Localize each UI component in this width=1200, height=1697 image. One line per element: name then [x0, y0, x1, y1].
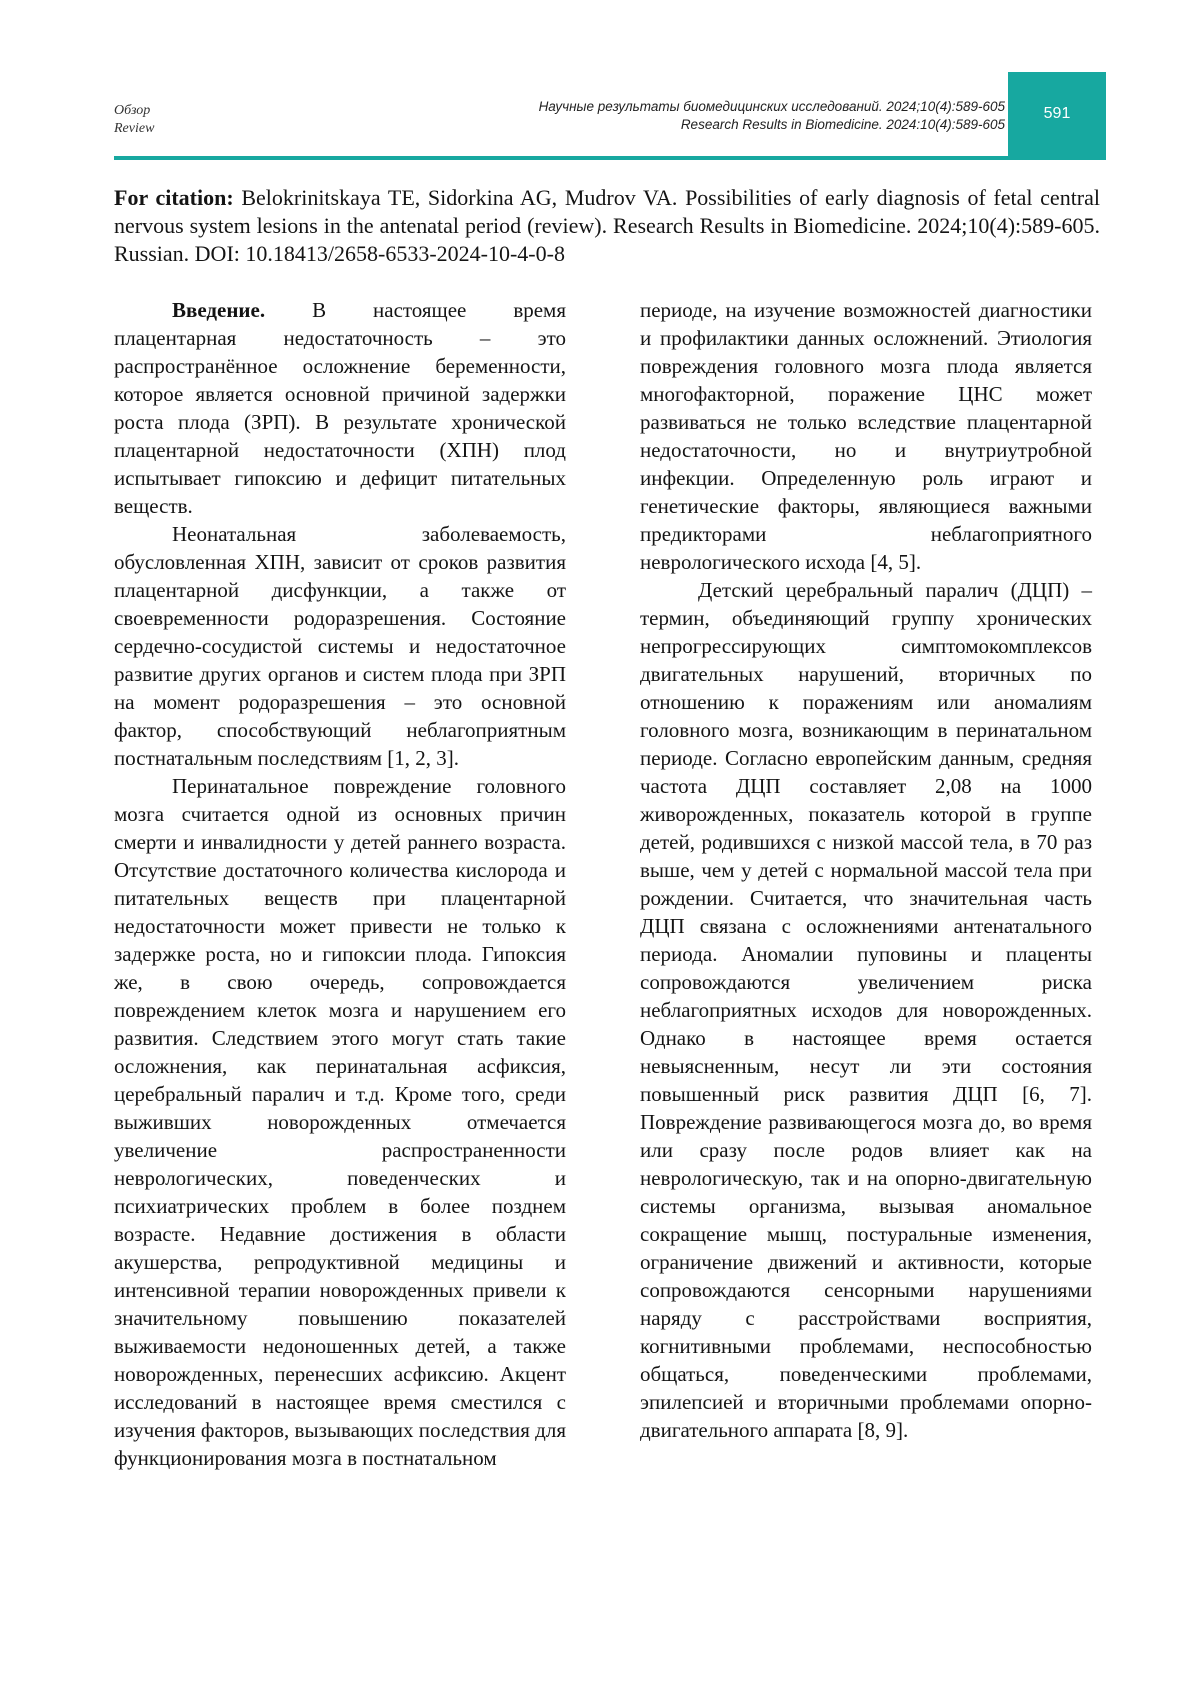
section-label-en: Review: [114, 120, 154, 138]
paragraph-cerebral-palsy: Детский церебральный паралич (ДЦП) – термин, объединяющий группу хронических непрогрессирующих симптомокомплексов двигательных нарушений, вторичных по отношению к поражениям или аномалиям головного мозга, возникающим в перинатальном периоде. Согласно европейским данным, средняя частота ДЦП составляет 2,08 на 1000 живорожденных, показатель которой в группе детей, родившихся с низкой массой тела, в 70 раз выше, чем у детей с нормальной массой тела при рождении. Считается, что значительная часть ДЦП связана с осложнениями антенатального периода. Аномалии пуповины и плаценты сопровождаются увеличением риска неблагоприятных исходов для новорожденных. Однако в настоящее время остается невыясненным, несут ли эти состояния повышенный риск развития ДЦП [6, 7]. Повреждение развивающегося мозга до, во время или сразу после родов влияет как на неврологическую, так и на опорно-двигательную системы организма, вызывая аномальное сокращение мышц, постуральные изменения, ограничение движений и активности, которые сопровождаются сенсорными нарушениями наряду с расстройствами восприятия, когнитивными проблемами, неспособностью общаться, поведенческими проблемами, эпилепсией и вторичными проблемами опорно-двигательного аппарата [8, 9].: [640, 576, 1092, 1444]
intro-heading: Введение.: [172, 298, 265, 322]
section-label-ru: Обзор: [114, 102, 154, 120]
header-rule: [114, 156, 1106, 160]
paragraph-perinatal: Перинатальное повреждение головного мозга считается одной из основных причин смерти и инвалидности у детей раннего возраста. Отсутствие достаточного количества кислорода и питательных веществ при плацентарной недостаточности может привести не только к задержке роста, но и гипоксии плода. Гипоксия же, в свою очередь, сопровождается повреждением клеток мозга и нарушением его развития. Следствием этого могут стать такие осложнения, как перинатальная асфиксия, церебральный паралич и т.д. Кроме того, среди выживших новорожденных отмечается увеличение распространенности неврологических, поведенческих и психиатрических проблем в более позднем возрасте. Недавние достижения в области акушерства, репродуктивной медицины и интенсивной терапии новорожденных привели к значительному повышению показателей выживаемости недоношенных детей, а также новорожденных, перенесших асфиксию. Акцент исследований в настоящее время сместился с изучения факторов, вызывающих последствия для функционирования мозга в постнатальном: [114, 772, 566, 1472]
section-label: [114, 102, 154, 138]
intro-text: В настоящее время плацентарная недостаточность – это распространённое осложнение беременности, которое является основной причиной задержки роста плода (ЗРП). В результате хронической плацентарной недостаточности (ХПН) плод испытывает гипоксию и дефицит питательных веществ.: [114, 298, 566, 518]
paragraph-continued: периоде, на изучение возможностей диагностики и профилактики данных осложнений. Этиология повреждения головного мозга плода является многофакторной, поражение ЦНС может развиваться не только вследствие плацентарной недостаточности, но и внутриутробной инфекции. Определенную роль играют и генетические факторы, являющиеся важными предикторами неблагоприятного неврологического исхода [4, 5].: [640, 296, 1092, 576]
paragraph-neonatal: Неонатальная заболеваемость, обусловленная ХПН, зависит от сроков развития плацентарной дисфункции, а также от своевременности родоразрешения. Состояние сердечно-сосудистой системы и недостаточное развитие других органов и систем плода при ЗРП на момент родоразрешения – это основной фактор, способствующий неблагоприятным постнатальным последствиям [1, 2, 3].: [114, 520, 566, 772]
intro-paragraph: [114, 296, 566, 520]
journal-info: [539, 98, 1005, 134]
right-column: [640, 296, 1092, 1444]
citation-text: Belokrinitskaya TE, Sidorkina AG, Mudrov VA. Possibilities of early diagnosis of fetal central nervous system lesions in the antenatal period (review). Research Results in Biomedicine. 2024;10(4):589-605. Russian. DOI: 10.18413/2658-6533-2024-10-4-0-8: [114, 185, 1100, 266]
citation-block: [114, 184, 1100, 268]
citation-label: For citation:: [114, 185, 234, 210]
journal-title-ru: Научные результаты биомедицинских исследований. 2024;10(4):589-605: [539, 98, 1005, 116]
page-number-box: [1008, 72, 1106, 156]
left-column: [114, 296, 566, 1472]
page-header: [114, 72, 1106, 158]
journal-title-en: Research Results in Biomedicine. 2024:10(4):589-605: [539, 116, 1005, 134]
page-number: 591: [1044, 105, 1071, 123]
